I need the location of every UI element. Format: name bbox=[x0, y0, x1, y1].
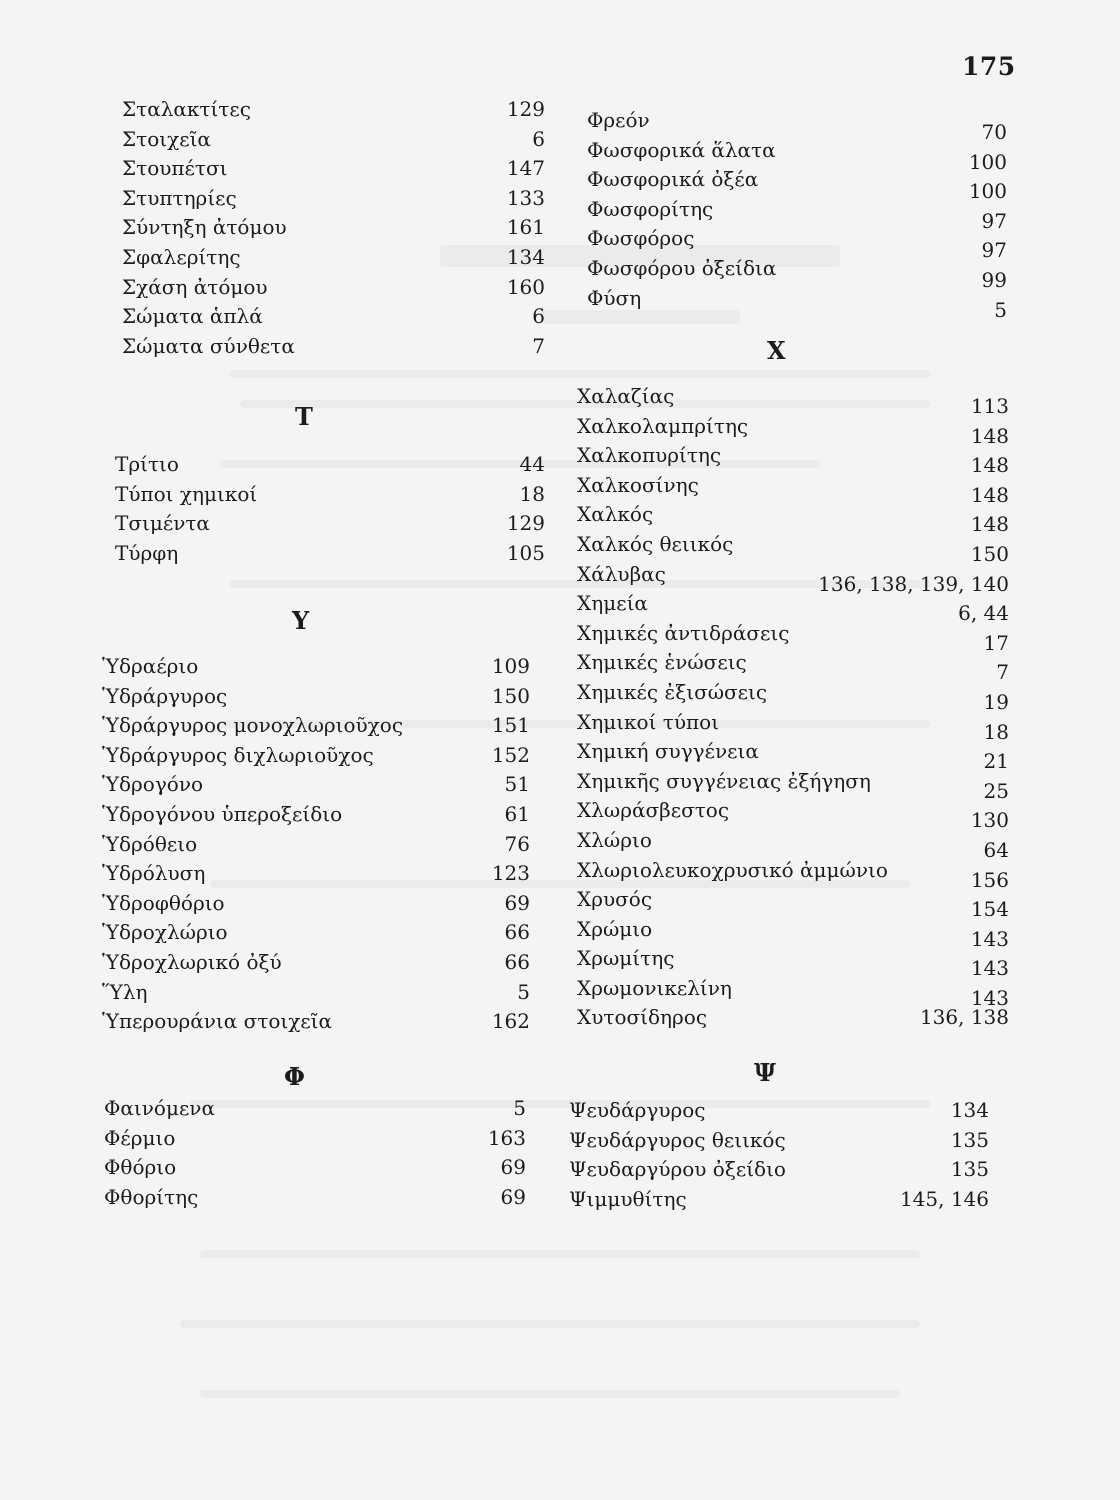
index-entry bbox=[577, 708, 1009, 744]
index-pages: 135 bbox=[950, 1127, 989, 1152]
index-term: Χυτοσίδηρος bbox=[577, 1005, 708, 1030]
index-pages: 17 bbox=[983, 630, 1009, 655]
index-entry bbox=[577, 885, 1009, 922]
section-heading: Τ bbox=[295, 402, 313, 431]
index-pages: 97 bbox=[981, 208, 1007, 233]
index-term: Χρώμιο bbox=[577, 916, 653, 941]
index-term: Φωσφορικά ὀξέα bbox=[587, 167, 759, 192]
section-heading: Υ bbox=[292, 606, 310, 635]
index-term: Χαλκός bbox=[577, 502, 654, 527]
index-pages: 5 bbox=[513, 1096, 526, 1120]
index-entry bbox=[104, 1183, 526, 1213]
index-term: Χλωριολευκοχρυσικό ἀμμώνιο bbox=[577, 857, 888, 882]
index-entry bbox=[577, 1003, 1009, 1033]
index-term: Χρωμίτης bbox=[577, 946, 675, 971]
index-term: Φύση bbox=[587, 285, 642, 310]
index-pages: 66 bbox=[504, 949, 530, 974]
index-pages: 134 bbox=[950, 1098, 989, 1122]
index-pages: 143 bbox=[970, 956, 1009, 981]
index-pages: 129 bbox=[506, 97, 545, 121]
index-pages: 6, 44 bbox=[958, 601, 1009, 626]
index-term: Ὑδράργυρος μονοχλωριοῦχος bbox=[102, 713, 404, 738]
index-term: Ὑδράργυρος bbox=[102, 683, 228, 708]
index-section-psi bbox=[569, 1058, 989, 1214]
index-term: Σφαλερίτης bbox=[122, 244, 241, 269]
index-term: Χημικοί τύποι bbox=[577, 709, 720, 734]
index-term: Ὑδρογόνου ὑπεροξείδιο bbox=[102, 801, 343, 826]
index-pages: 148 bbox=[970, 512, 1009, 537]
index-entry bbox=[122, 273, 545, 303]
index-entry bbox=[102, 652, 530, 682]
index-entry bbox=[587, 284, 1007, 322]
index-pages: 69 bbox=[500, 1184, 526, 1209]
index-entry bbox=[102, 741, 530, 771]
index-term: Στοιχεῖα bbox=[122, 126, 211, 151]
index-entry bbox=[577, 796, 1009, 833]
index-section-phi-continued bbox=[587, 106, 1007, 322]
index-entry bbox=[122, 243, 545, 273]
index-term: Ὕλη bbox=[102, 979, 148, 1004]
index-term: Χαλκός θειικός bbox=[577, 531, 734, 556]
index-pages: 161 bbox=[506, 215, 545, 240]
index-term: Ψιμμυθίτης bbox=[569, 1186, 687, 1211]
index-entry bbox=[115, 480, 545, 510]
page-number: 175 bbox=[962, 52, 1016, 81]
index-term: Χρωμονικελίνη bbox=[577, 975, 732, 1000]
index-term: Χημεία bbox=[577, 591, 648, 616]
index-term: Χημικές ἐξισώσεις bbox=[577, 679, 768, 704]
index-pages: 109 bbox=[491, 654, 530, 678]
index-pages: 18 bbox=[983, 719, 1009, 744]
index-pages: 25 bbox=[983, 778, 1009, 803]
index-pages: 100 bbox=[968, 179, 1007, 204]
index-term: Σταλακτίτες bbox=[122, 97, 251, 121]
index-entry bbox=[587, 195, 1007, 233]
index-entry bbox=[577, 856, 1009, 892]
index-pages: 160 bbox=[506, 274, 545, 299]
index-pages: 76 bbox=[504, 831, 530, 856]
index-entry bbox=[115, 450, 545, 480]
index-term: Χαλκοπυρίτης bbox=[577, 443, 722, 468]
index-entry bbox=[577, 974, 1009, 1010]
index-pages: 152 bbox=[491, 742, 530, 767]
index-term: Χημική συγγένεια bbox=[577, 739, 759, 764]
index-term: Χημικές ἑνώσεις bbox=[577, 650, 747, 675]
index-term: Φθορίτης bbox=[104, 1184, 199, 1209]
index-pages: 70 bbox=[981, 120, 1007, 144]
index-term: Σώματα σύνθετα bbox=[122, 333, 295, 358]
index-term: Στουπέτσι bbox=[122, 156, 228, 181]
index-term: Ψευδάργυρος bbox=[569, 1098, 706, 1122]
index-pages: 21 bbox=[983, 749, 1009, 774]
index-entry bbox=[587, 106, 1007, 144]
index-pages: 19 bbox=[983, 689, 1009, 714]
index-term: Ὑδρόλυση bbox=[102, 861, 206, 886]
index-term: Ὑδράργυρος διχλωριοῦχος bbox=[102, 742, 374, 767]
index-entry bbox=[122, 213, 545, 243]
index-term: Χημικῆς συγγένειας ἐξήγηση bbox=[577, 768, 871, 793]
index-pages: 18 bbox=[519, 481, 545, 506]
index-entry bbox=[569, 1185, 989, 1215]
index-section-phi bbox=[104, 1062, 526, 1212]
index-entry bbox=[122, 154, 545, 184]
index-term: Φωσφόρος bbox=[587, 226, 695, 251]
index-term: Φαινόμενα bbox=[104, 1096, 215, 1120]
index-pages: 44 bbox=[519, 452, 545, 476]
index-entry bbox=[587, 224, 1007, 263]
index-entry bbox=[569, 1096, 989, 1126]
index-pages: 97 bbox=[981, 238, 1007, 263]
index-term: Ὑδρογόνο bbox=[102, 772, 204, 797]
index-entry bbox=[102, 830, 530, 860]
index-entry bbox=[102, 889, 530, 919]
index-entry bbox=[102, 1007, 530, 1037]
index-term: Φθόριο bbox=[104, 1155, 177, 1180]
index-section-upsilon bbox=[102, 606, 530, 1037]
index-pages: 105 bbox=[506, 540, 545, 565]
index-entry bbox=[577, 441, 1009, 478]
index-pages: 154 bbox=[970, 897, 1009, 922]
index-term: Στυπτηρίες bbox=[122, 185, 237, 210]
index-entry bbox=[115, 509, 545, 539]
index-pages: 162 bbox=[491, 1009, 530, 1034]
index-term: Χλωράσβεστος bbox=[577, 798, 730, 823]
index-entry bbox=[587, 165, 1007, 204]
index-pages: 69 bbox=[500, 1155, 526, 1180]
index-entry bbox=[577, 382, 1009, 418]
index-term: Φωσφόρου ὀξείδια bbox=[587, 255, 777, 280]
index-entry bbox=[122, 302, 545, 332]
index-entry bbox=[577, 530, 1009, 566]
index-term: Ψευδάργυρος θειικός bbox=[569, 1127, 786, 1152]
index-entry bbox=[102, 682, 530, 712]
index-term: Ὑδροφθόριο bbox=[102, 890, 225, 915]
section-heading: Χ bbox=[767, 336, 786, 365]
index-entry bbox=[587, 254, 1007, 292]
index-section-chi bbox=[577, 336, 1009, 1033]
index-term: Ὑδρόθειο bbox=[102, 831, 198, 856]
index-entry bbox=[104, 1153, 526, 1183]
index-term: Χλώριο bbox=[577, 827, 652, 852]
index-term: Σώματα ἁπλά bbox=[122, 304, 263, 329]
index-entry bbox=[577, 737, 1009, 774]
index-pages: 163 bbox=[487, 1125, 526, 1150]
index-pages: 5 bbox=[994, 297, 1007, 322]
index-term: Χάλυβας bbox=[577, 561, 666, 586]
index-entry bbox=[577, 767, 1009, 803]
index-term: Τρίτιο bbox=[115, 452, 179, 476]
index-pages: 150 bbox=[970, 541, 1009, 566]
section-heading: Ψ bbox=[754, 1058, 776, 1087]
index-entry bbox=[102, 770, 530, 800]
index-pages: 136, 138 bbox=[919, 1005, 1009, 1030]
index-term: Χημικές ἀντιδράσεις bbox=[577, 620, 790, 645]
index-pages: 151 bbox=[491, 713, 530, 738]
index-pages: 133 bbox=[506, 185, 545, 210]
index-term: Χαλκοσίνης bbox=[577, 472, 699, 497]
index-entry bbox=[102, 800, 530, 830]
index-term: Φωσφορικά ἅλατα bbox=[587, 137, 776, 162]
index-pages: 148 bbox=[970, 423, 1009, 448]
index-term: Χαλκολαμπρίτης bbox=[577, 413, 749, 438]
index-entry bbox=[577, 560, 1009, 596]
index-pages: 147 bbox=[506, 156, 545, 181]
index-section-sigma bbox=[122, 95, 545, 361]
index-term: Ὑδραέριο bbox=[102, 654, 199, 678]
index-term: Σχάση ἀτόμου bbox=[122, 274, 268, 299]
index-pages: 135 bbox=[950, 1157, 989, 1182]
index-entry bbox=[577, 619, 1009, 655]
index-pages: 150 bbox=[491, 683, 530, 708]
index-entry bbox=[577, 826, 1009, 862]
index-entry bbox=[115, 539, 545, 569]
index-entry bbox=[102, 859, 530, 889]
index-pages: 64 bbox=[983, 837, 1009, 862]
index-entry bbox=[102, 948, 530, 978]
index-entry bbox=[577, 648, 1009, 685]
index-term: Φωσφορίτης bbox=[587, 196, 714, 221]
index-entry bbox=[577, 678, 1009, 714]
index-pages: 129 bbox=[506, 511, 545, 536]
index-pages: 7 bbox=[996, 660, 1009, 685]
index-pages: 5 bbox=[517, 979, 530, 1004]
index-term: Ὑδροχλώριο bbox=[102, 920, 228, 945]
index-entry bbox=[122, 184, 545, 214]
index-entry bbox=[577, 915, 1009, 951]
index-pages: 7 bbox=[532, 333, 545, 358]
index-term: Ὑπερουράνια στοιχεῖα bbox=[102, 1009, 333, 1034]
index-term: Φρεόν bbox=[587, 108, 650, 132]
section-heading: Φ bbox=[284, 1062, 305, 1091]
index-pages: 123 bbox=[491, 861, 530, 886]
index-pages: 136, 138, 139, 140 bbox=[818, 571, 1009, 596]
index-pages: 143 bbox=[970, 985, 1009, 1010]
index-term: Σύντηξη ἀτόμου bbox=[122, 215, 287, 240]
index-entry bbox=[102, 918, 530, 948]
index-pages: 51 bbox=[504, 772, 530, 797]
index-pages: 61 bbox=[504, 801, 530, 826]
index-pages: 143 bbox=[970, 926, 1009, 951]
index-pages: 6 bbox=[532, 126, 545, 151]
index-pages: 113 bbox=[970, 394, 1009, 418]
index-entry bbox=[102, 978, 530, 1008]
index-pages: 6 bbox=[532, 304, 545, 329]
index-term: Τύποι χημικοί bbox=[115, 481, 258, 506]
index-entry bbox=[104, 1124, 526, 1154]
index-entry bbox=[104, 1094, 526, 1124]
index-term: Ψευδαργύρου ὀξείδιο bbox=[569, 1157, 786, 1182]
index-entry bbox=[122, 95, 545, 125]
index-pages: 148 bbox=[970, 453, 1009, 478]
index-pages: 100 bbox=[968, 149, 1007, 174]
index-entry bbox=[577, 500, 1009, 537]
index-entry bbox=[122, 125, 545, 155]
index-entry bbox=[577, 412, 1009, 448]
index-entry bbox=[587, 136, 1007, 174]
index-term: Χρυσός bbox=[577, 887, 653, 912]
index-pages: 148 bbox=[970, 482, 1009, 507]
index-entry bbox=[569, 1126, 989, 1156]
index-pages: 66 bbox=[504, 920, 530, 945]
index-section-tau bbox=[115, 402, 545, 568]
index-term: Φέρμιο bbox=[104, 1125, 176, 1150]
index-entry bbox=[577, 944, 1009, 981]
index-term: Ὑδροχλωρικό ὀξύ bbox=[102, 949, 282, 974]
index-pages: 134 bbox=[506, 244, 545, 269]
index-pages: 69 bbox=[504, 890, 530, 915]
index-entry bbox=[102, 711, 530, 741]
index-pages: 145, 146 bbox=[899, 1186, 989, 1211]
index-pages: 99 bbox=[981, 267, 1007, 292]
index-entry bbox=[577, 471, 1009, 507]
index-entry bbox=[122, 332, 545, 362]
index-entry bbox=[569, 1155, 989, 1185]
index-term: Τσιμέντα bbox=[115, 511, 210, 536]
index-term: Τύρφη bbox=[115, 540, 179, 565]
index-term: Χαλαζίας bbox=[577, 384, 675, 408]
index-pages: 156 bbox=[970, 867, 1009, 892]
index-pages: 130 bbox=[970, 808, 1009, 833]
